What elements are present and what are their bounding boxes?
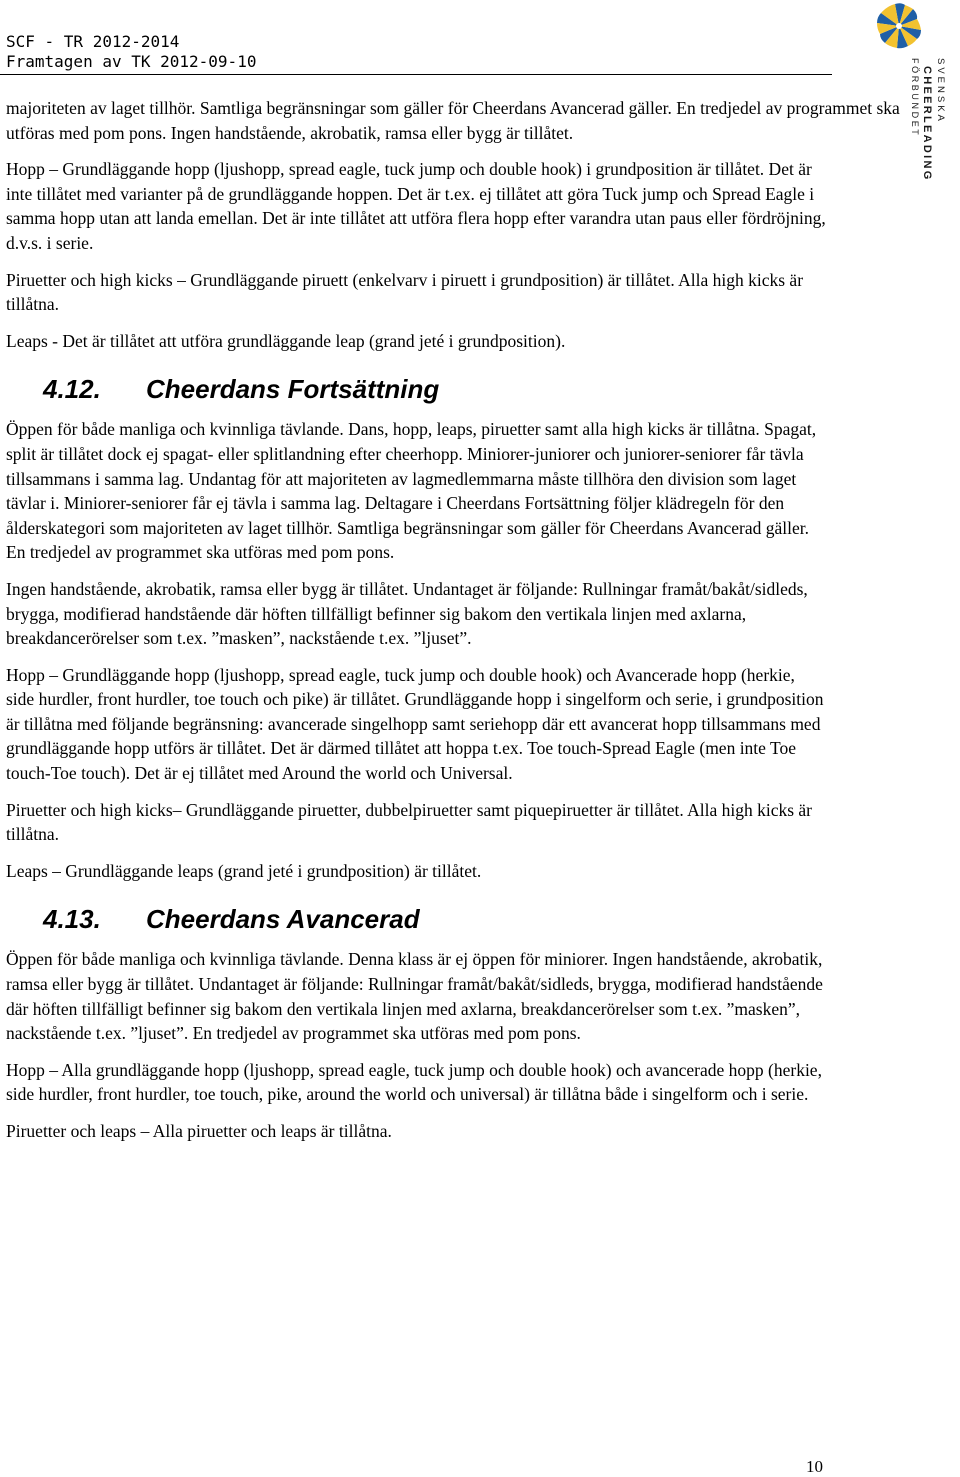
paragraph: Hopp – Grundläggande hopp (ljushopp, spread eagle, tuck jump och double hook) och Avancerade hopp (herkie, side hurdler, front hurdler, toe touch och pike) är tillåtet. Grundläggande hopp i singelform och serie, i grundposition är tillåtna med följande begränsning: avancerade singelhopp samt seriehopp där ett avancerat hopp tillsammans med grundläggande hopp utförs är tillåtet. Det är därmed tillåtet att hoppa t.ex. Toe touch-Spread Eagle (men inte Toe touch-Toe touch). Det är ej tillåtet med Around the world och Universal. (6, 664, 824, 784)
paragraph: Hopp – Grundläggande hopp (ljushopp, spread eagle, tuck jump och double hook) i grundposition är tillåtet. Det är inte tillåtet med varianter på de grundläggande hoppen. Det är t.ex. ej tillåtet att göra Tuck jump och Spread Eagle i samma hopp utan att landa emellan. Det är inte tillåtet att utföra flera hopp efter varandra utan paus eller fördröjning, d.v.s. i serie. (6, 159, 826, 253)
header-line-2: Framtagen av TK 2012-09-10 (6, 52, 257, 71)
section-number: 4.13. (43, 904, 101, 935)
page-number: 10 (806, 1457, 823, 1476)
paragraph: Ingen handstående, akrobatik, ramsa eller bygg är tillåtet. Undantaget är följande: Rullningar framåt/bakåt/sidleds, brygga, modifierad handstående där höften tillfälligt befinner sig bakom den vertikala linjen med axlarna, breakdancerörelser som t.ex. ”masken”, nackstående t.ex. ”ljuset”. (6, 578, 808, 649)
paragraph: majoriteten av laget tillhör. Samtliga begränsningar som gäller för Cheerdans Avancerad gäller. En tredjedel av programmet ska utföras med pom pons. Ingen handstående, akrobatik, ramsa eller bygg är tillåtet. (6, 98, 900, 143)
logo-main-text: CHEERLEADING (921, 66, 933, 182)
logo-star-icon (877, 3, 921, 48)
document-body (6, 96, 900, 1156)
header-line-1: SCF - TR 2012-2014 (6, 32, 180, 51)
paragraph: Hopp – Alla grundläggande hopp (ljushopp, spread eagle, tuck jump och double hook) och avancerade hopp (herkie, side hurdler, front hurdler, toe touch, pike, around the world och universal) är tillåtna både i singelform och i serie. (6, 1059, 822, 1105)
section-title: Cheerdans Avancerad (146, 904, 420, 935)
paragraph: Leaps - Det är tillåtet att utföra grundläggande leap (grand jeté i grundposition). (6, 330, 566, 351)
paragraph: Öppen för både manliga och kvinnliga tävlande. Dans, hopp, leaps, piruetter samt alla high kicks är tillåtna. Spagat, split är tillåtet dock ej spagat- eller splitlandning efter cheerhopp. Miniorer-juniorer och juniorer-seniorer får tävla tillsammans i samma lag. Undantag för att majoriteten av lagmedlemmarna måste tillhöra den division som laget tävlar i. Miniorer-seniorer får ej tävla i samma lag. Deltagare i Cheerdans Fortsättning följer klädregeln för den ålderskategori som majoriteten av laget tillhör. Samtliga begränsningar som gäller för Cheerdans Avancerad gäller. En tredjedel av programmet ska utföras med pom pons. (6, 419, 817, 563)
paragraph: Öppen för både manliga och kvinnliga tävlande. Denna klass är ej öppen för miniorer. Ingen handstående, akrobatik, ramsa eller bygg är tillåtet. Undantaget är följande: Rullningar framåt/bakåt/sidleds, brygga, modifierad handstående där höften tillfälligt befinner sig bakom den vertikala linjen med axlarna, breakdancerörelser som t.ex. ”masken”, nackstående t.ex. ”ljuset”. En tredjedel av programmet ska utföras med pom pons. (6, 949, 823, 1044)
paragraph: Piruetter och high kicks – Grundläggande piruett (enkelvarv i piruett i grundposition) är tillåtet. Alla high kicks är tillåtna. (6, 269, 804, 315)
section-heading-4-13 (43, 903, 826, 935)
section-heading-4-12 (43, 373, 826, 405)
logo-bottom-text: FÖRBUNDET (910, 58, 920, 138)
document-header (6, 32, 256, 72)
paragraph: Piruetter och high kicks– Grundläggande piruetter, dubbelpiruetter samt piquepiruetter är tillåtet. Alla high kicks är tillåtna. (6, 799, 813, 845)
section-number: 4.12. (43, 374, 101, 405)
section-title: Cheerdans Fortsättning (146, 374, 440, 405)
paragraph: Piruetter och leaps – Alla piruetter och leaps är tillåtna. (6, 1121, 392, 1141)
header-rule (0, 74, 832, 75)
paragraph: Leaps – Grundläggande leaps (grand jeté i grundposition) är tillåtet. (6, 860, 482, 881)
logo-top-text: SVENSKA (935, 58, 946, 124)
